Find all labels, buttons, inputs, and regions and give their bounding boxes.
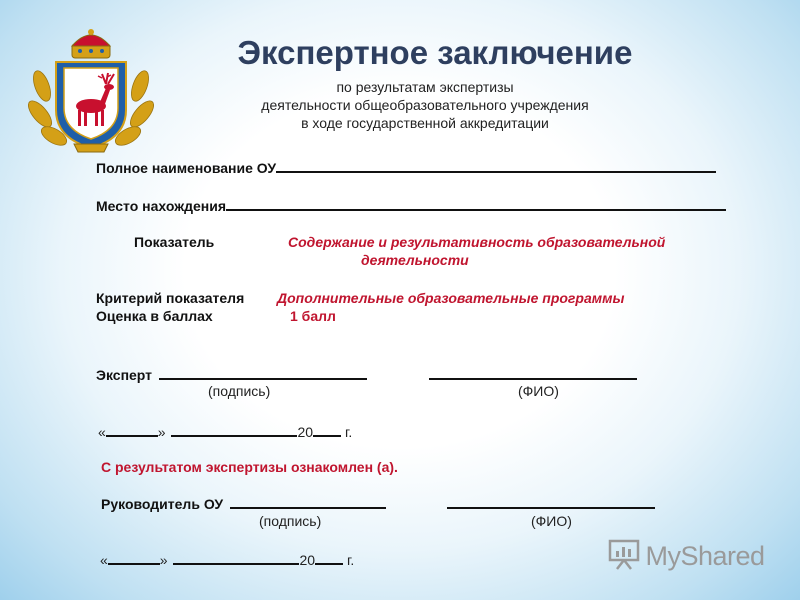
indicator-label: Показатель (134, 234, 215, 250)
fio-caption-2: (ФИО) (531, 513, 572, 529)
subtitle-line-3: в ходе государственной аккредитации (301, 115, 549, 131)
criterion-value: Дополнительные образовательные программы (277, 290, 625, 306)
subtitle-line-1: по результатам экспертизы (336, 79, 514, 95)
date-year-blank-2[interactable] (315, 550, 343, 565)
document-title: Экспертное заключение (237, 34, 633, 71)
date-day-blank[interactable] (106, 422, 158, 437)
date-open-quote-2: « (100, 552, 108, 568)
acquainted-text: С результатом экспертизы ознакомлен (а). (101, 459, 398, 475)
date-year-blank[interactable] (313, 422, 341, 437)
date-year-suffix: г. (344, 424, 353, 440)
location-blank[interactable] (226, 196, 726, 211)
date-year-prefix-2: 20 (299, 552, 316, 568)
fio-caption: (ФИО) (518, 383, 559, 399)
head-fio-blank[interactable] (447, 494, 655, 509)
head-label: Руководитель ОУ (101, 496, 224, 512)
signature-caption-2: (подпись) (259, 513, 322, 529)
date-year-suffix-2: г. (346, 552, 355, 568)
location-row (96, 196, 726, 216)
criterion-label: Критерий показателя (96, 290, 245, 306)
indicator-value-line-1: Содержание и результативность образовательной (288, 234, 666, 250)
indicator-value-line-2: деятельности (361, 252, 469, 268)
full-name-blank[interactable] (276, 158, 716, 173)
expert-signature-blank[interactable] (159, 365, 367, 380)
presentation-board-icon (607, 537, 641, 576)
expert-fio-blank[interactable] (429, 365, 637, 380)
location-label: Место нахождения (96, 198, 227, 214)
date-month-blank-2[interactable] (173, 550, 299, 565)
myshared-watermark[interactable] (607, 537, 777, 573)
date-close-quote-2: » (159, 552, 168, 568)
date-row-1 (98, 422, 352, 440)
score-value: 1 балл (290, 308, 336, 324)
subtitle-line-2: деятельности общеобразовательного учреждения (261, 97, 589, 113)
full-name-row (96, 158, 716, 178)
score-label: Оценка в баллах (96, 308, 213, 324)
full-name-label: Полное наименование ОУ (96, 160, 277, 176)
date-day-blank-2[interactable] (108, 550, 160, 565)
signature-caption: (подпись) (208, 383, 271, 399)
date-year-prefix: 20 (297, 424, 314, 440)
head-row (101, 494, 386, 514)
date-month-blank[interactable] (171, 422, 297, 437)
expert-label: Эксперт (96, 367, 153, 383)
date-open-quote: « (98, 424, 106, 440)
head-signature-blank[interactable] (230, 494, 386, 509)
date-close-quote: » (157, 424, 166, 440)
watermark-text: MyShared (645, 541, 765, 571)
date-row-2 (100, 550, 354, 568)
expert-row (96, 365, 367, 385)
